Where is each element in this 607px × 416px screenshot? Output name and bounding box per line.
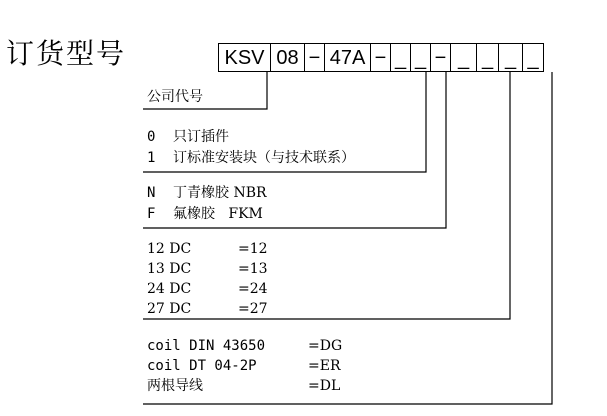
code-cell-coil-option: _ xyxy=(527,48,539,70)
insert-option-desc: 只订插件 xyxy=(173,129,229,145)
seal-option-code: F xyxy=(147,206,156,222)
coil-option-value: =ER xyxy=(308,358,341,374)
coil-option-value: =DL xyxy=(308,378,341,394)
voltage-option-label: 12 DC xyxy=(147,241,192,257)
code-cell-series: KSV xyxy=(219,44,271,71)
voltage-option-value: =24 xyxy=(238,281,268,297)
voltage-option-value: =12 xyxy=(238,241,268,257)
insert-option-code: 0 xyxy=(147,129,156,145)
code-cell-size: 08 xyxy=(271,44,305,71)
model-code-boxes xyxy=(218,43,544,72)
voltage-option-value: =13 xyxy=(238,261,268,277)
voltage-option-value: =27 xyxy=(238,301,268,317)
code-cell-seal-option: _ xyxy=(411,44,431,71)
coil-option-label: coil DIN 43650 xyxy=(147,338,266,354)
company-code-label: 公司代号 xyxy=(147,89,203,105)
seal-option-desc: 丁青橡胶 NBR xyxy=(173,185,267,201)
voltage-option-label: 24 DC xyxy=(147,281,192,297)
coil-option-value: =DG xyxy=(308,338,343,354)
order-model-title: 订货型号 xyxy=(6,37,127,70)
code-cell-insert-option: _ xyxy=(391,44,411,71)
code-cell-dash: − xyxy=(371,44,391,71)
code-cell-coil-option: _ xyxy=(499,44,523,71)
code-cell-voltage-option: _ xyxy=(451,44,477,71)
coil-option-label: 两根导线 xyxy=(147,378,203,394)
code-cell-variant: 47A xyxy=(325,44,371,71)
seal-option-desc: 氟橡胶 FKM xyxy=(173,206,263,222)
insert-option-desc: 订标准安装块（与技术联系） xyxy=(173,150,355,166)
seal-option-code: N xyxy=(147,185,156,201)
code-cell-dash: − xyxy=(305,44,325,71)
voltage-option-label: 13 DC xyxy=(147,261,192,277)
code-cell-dash: − xyxy=(431,44,451,71)
insert-option-code: 1 xyxy=(147,150,156,166)
coil-option-label: coil DT 04-2P xyxy=(147,358,257,374)
code-cell-voltage-option: _ xyxy=(477,44,499,71)
voltage-option-label: 27 DC xyxy=(147,301,192,317)
